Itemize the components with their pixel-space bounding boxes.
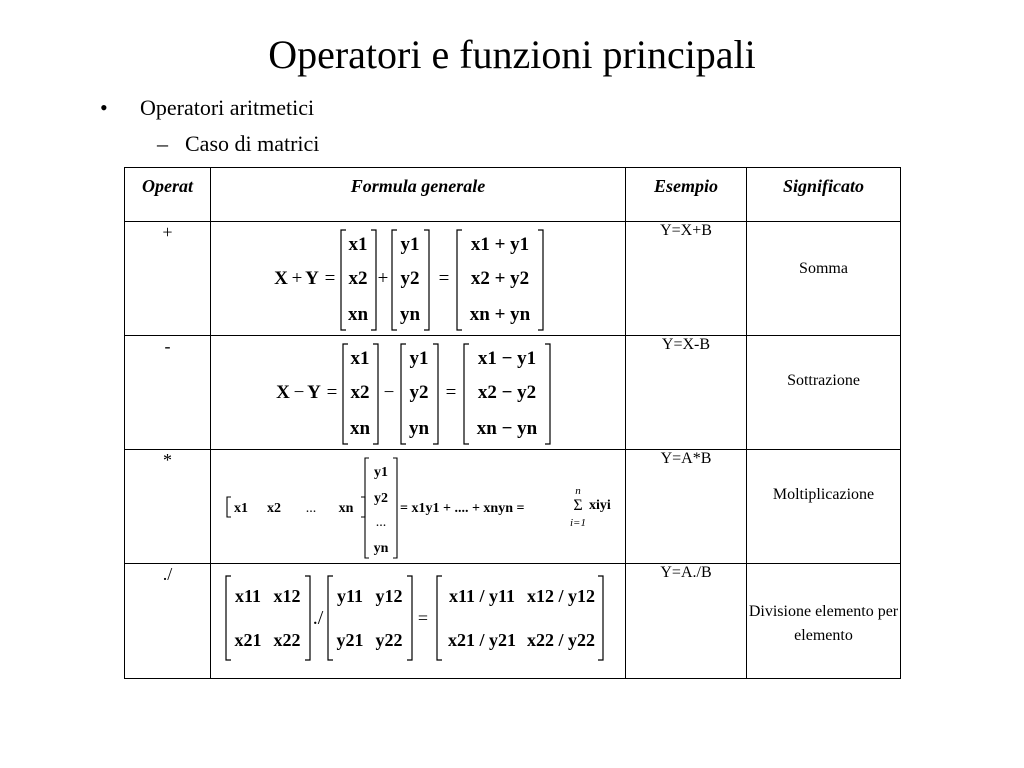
slide-title: Operatori e funzioni principali (268, 32, 756, 77)
meaning-cell: Somma (747, 222, 901, 336)
example-cell: Y=X+B (626, 222, 747, 336)
meaning-cell: Divisione elemento per elemento (747, 564, 901, 679)
op-plus: + (377, 268, 389, 289)
col-cell: yn (373, 541, 389, 556)
m2-cell: yn (408, 418, 430, 439)
op-minus: − (383, 382, 395, 403)
sub-bullet-text: Caso di matrici (185, 131, 320, 156)
table-row-division (125, 564, 901, 679)
b-cell: y21 (336, 630, 364, 650)
lhs-y: Y (305, 268, 319, 289)
a-cell: x11 (234, 586, 262, 606)
a-cell: x12 (273, 586, 301, 606)
res-cell: xn − yn (476, 418, 538, 439)
operators-table (124, 167, 901, 679)
col-cell: y1 (374, 465, 388, 480)
row-cell: x1 (234, 501, 248, 516)
header-example: Esempio (626, 168, 747, 222)
table-row-difference (125, 336, 901, 450)
row-cell: xn (338, 501, 354, 516)
sub-bullet-marker: – (157, 131, 168, 156)
row-cell: x2 (267, 501, 281, 516)
equals: = (445, 382, 457, 403)
formula-sum (211, 222, 625, 335)
b-cell: y22 (375, 630, 403, 650)
formula-cell-division (211, 564, 626, 679)
m1-cell: x2 (350, 382, 370, 403)
m2-cell: y2 (409, 382, 429, 403)
equals: = (417, 608, 429, 628)
bullet-text: Operatori aritmetici (140, 95, 315, 120)
lhs-eq: = (326, 382, 338, 403)
b-cell: y12 (375, 586, 403, 606)
header-operator: Operat (125, 168, 211, 222)
r-cell: x21 / y21 (447, 630, 517, 650)
meaning-cell: Moltiplicazione (747, 450, 901, 564)
lhs-x: X (274, 268, 288, 289)
example-cell: Y=A*B (626, 450, 747, 564)
formula-cell-product (211, 450, 626, 564)
equals: = (438, 268, 450, 289)
sum-lower: i=1 (570, 517, 586, 529)
formula-product (211, 450, 625, 563)
operator-cell: * (125, 450, 211, 564)
table-row-product (125, 450, 901, 564)
r-cell: x12 / y12 (526, 586, 596, 606)
col-cell: ... (375, 515, 387, 530)
m1-cell: xn (347, 304, 369, 325)
m1-cell: x2 (348, 268, 368, 289)
lhs-x: X (276, 382, 290, 403)
formula-difference (211, 336, 625, 449)
lhs-op: − (293, 382, 305, 403)
m1-cell: xn (349, 418, 371, 439)
r-cell: x11 / y11 (448, 586, 516, 606)
expansion: = x1y1 + .... + xnyn = (400, 501, 525, 516)
row-cell: ... (305, 501, 317, 516)
example-cell: Y=A./B (626, 564, 747, 679)
res-cell: x1 + y1 (470, 234, 530, 255)
res-cell: x1 − y1 (477, 348, 537, 369)
operator-cell: - (125, 336, 211, 450)
res-cell: x2 − y2 (477, 382, 537, 403)
header-meaning: Significato (747, 168, 901, 222)
sub-bullet-matrices (157, 130, 319, 158)
meaning-cell: Sottrazione (747, 336, 901, 450)
lhs-eq: = (324, 268, 336, 289)
bullet-arithmetic-operators (100, 94, 314, 122)
sum-term: xiyi (589, 498, 611, 513)
r-cell: x22 / y22 (526, 630, 596, 650)
formula-cell-difference (211, 336, 626, 450)
col-cell: y2 (374, 491, 388, 506)
a-cell: x22 (273, 630, 301, 650)
m1-cell: x1 (348, 234, 368, 255)
formula-division (211, 564, 625, 678)
m1-cell: x1 (350, 348, 370, 369)
m2-cell: y1 (400, 234, 420, 255)
sum-upper: n (575, 485, 581, 497)
table-row-sum (125, 222, 901, 336)
formula-cell-sum (211, 222, 626, 336)
example-cell: Y=X-B (626, 336, 747, 450)
res-cell: xn + yn (469, 304, 531, 325)
lhs-y: Y (307, 382, 321, 403)
operator-cell: ./ (125, 564, 211, 679)
sum-sign: Σ (573, 497, 583, 514)
op-divide: ./ (312, 607, 324, 629)
res-cell: x2 + y2 (470, 268, 530, 289)
m2-cell: y1 (409, 348, 429, 369)
bullet-marker: • (100, 95, 108, 120)
m2-cell: y2 (400, 268, 420, 289)
operator-cell: + (125, 222, 211, 336)
a-cell: x21 (234, 630, 262, 650)
table-header-row (125, 168, 901, 222)
b-cell: y11 (336, 586, 364, 606)
lhs-op: + (291, 268, 303, 289)
m2-cell: yn (399, 304, 421, 325)
header-formula: Formula generale (211, 168, 626, 222)
